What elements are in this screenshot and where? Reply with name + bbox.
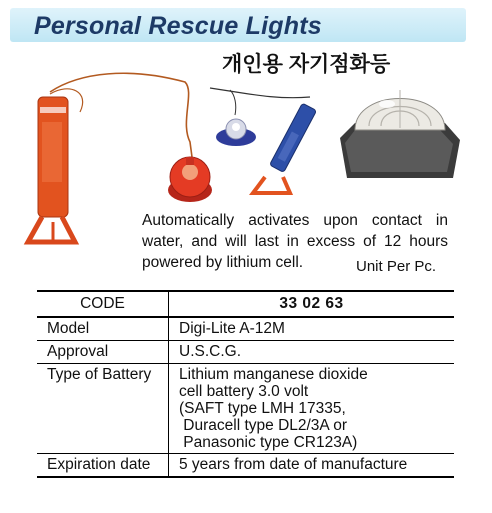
battery-line: (SAFT type LMH 17335, — [179, 400, 346, 417]
table-row — [37, 317, 454, 341]
table-row — [37, 454, 454, 478]
unit-note: Unit Per Pc. — [356, 258, 437, 275]
model-label: Model — [37, 317, 169, 341]
battery-value — [169, 364, 455, 454]
code-label: CODE — [37, 291, 169, 317]
code-value: 33 02 63 — [279, 295, 344, 312]
spec-table — [37, 290, 454, 478]
battery-line: cell battery 3.0 volt — [179, 383, 309, 400]
korean-title: 개인용 자기점화등 — [222, 53, 391, 76]
approval-value: U.S.C.G. — [179, 343, 242, 360]
battery-line: Lithium manganese dioxide — [179, 366, 368, 383]
model-value: Digi-Lite A-12M — [179, 320, 285, 337]
table-row — [37, 291, 454, 317]
battery-line: Panasonic type CR123A) — [179, 434, 358, 451]
table-row — [37, 341, 454, 364]
approval-label: Approval — [37, 341, 169, 364]
battery-label: Type of Battery — [37, 364, 169, 454]
product-description: Automatically activates upon contact in water, and will last in excess of 12 hours powered by lithium cell. — [142, 212, 448, 271]
table-row — [37, 364, 454, 454]
page-title: Personal Rescue Lights — [34, 12, 322, 40]
blue-rescue-light-photo — [205, 85, 330, 200]
expiration-value: 5 years from date of manufacture — [179, 456, 408, 473]
expiration-label: Expiration date — [37, 454, 169, 478]
battery-line: Duracell type DL2/3A or — [179, 417, 348, 434]
dome-rescue-light-photo — [335, 68, 463, 190]
